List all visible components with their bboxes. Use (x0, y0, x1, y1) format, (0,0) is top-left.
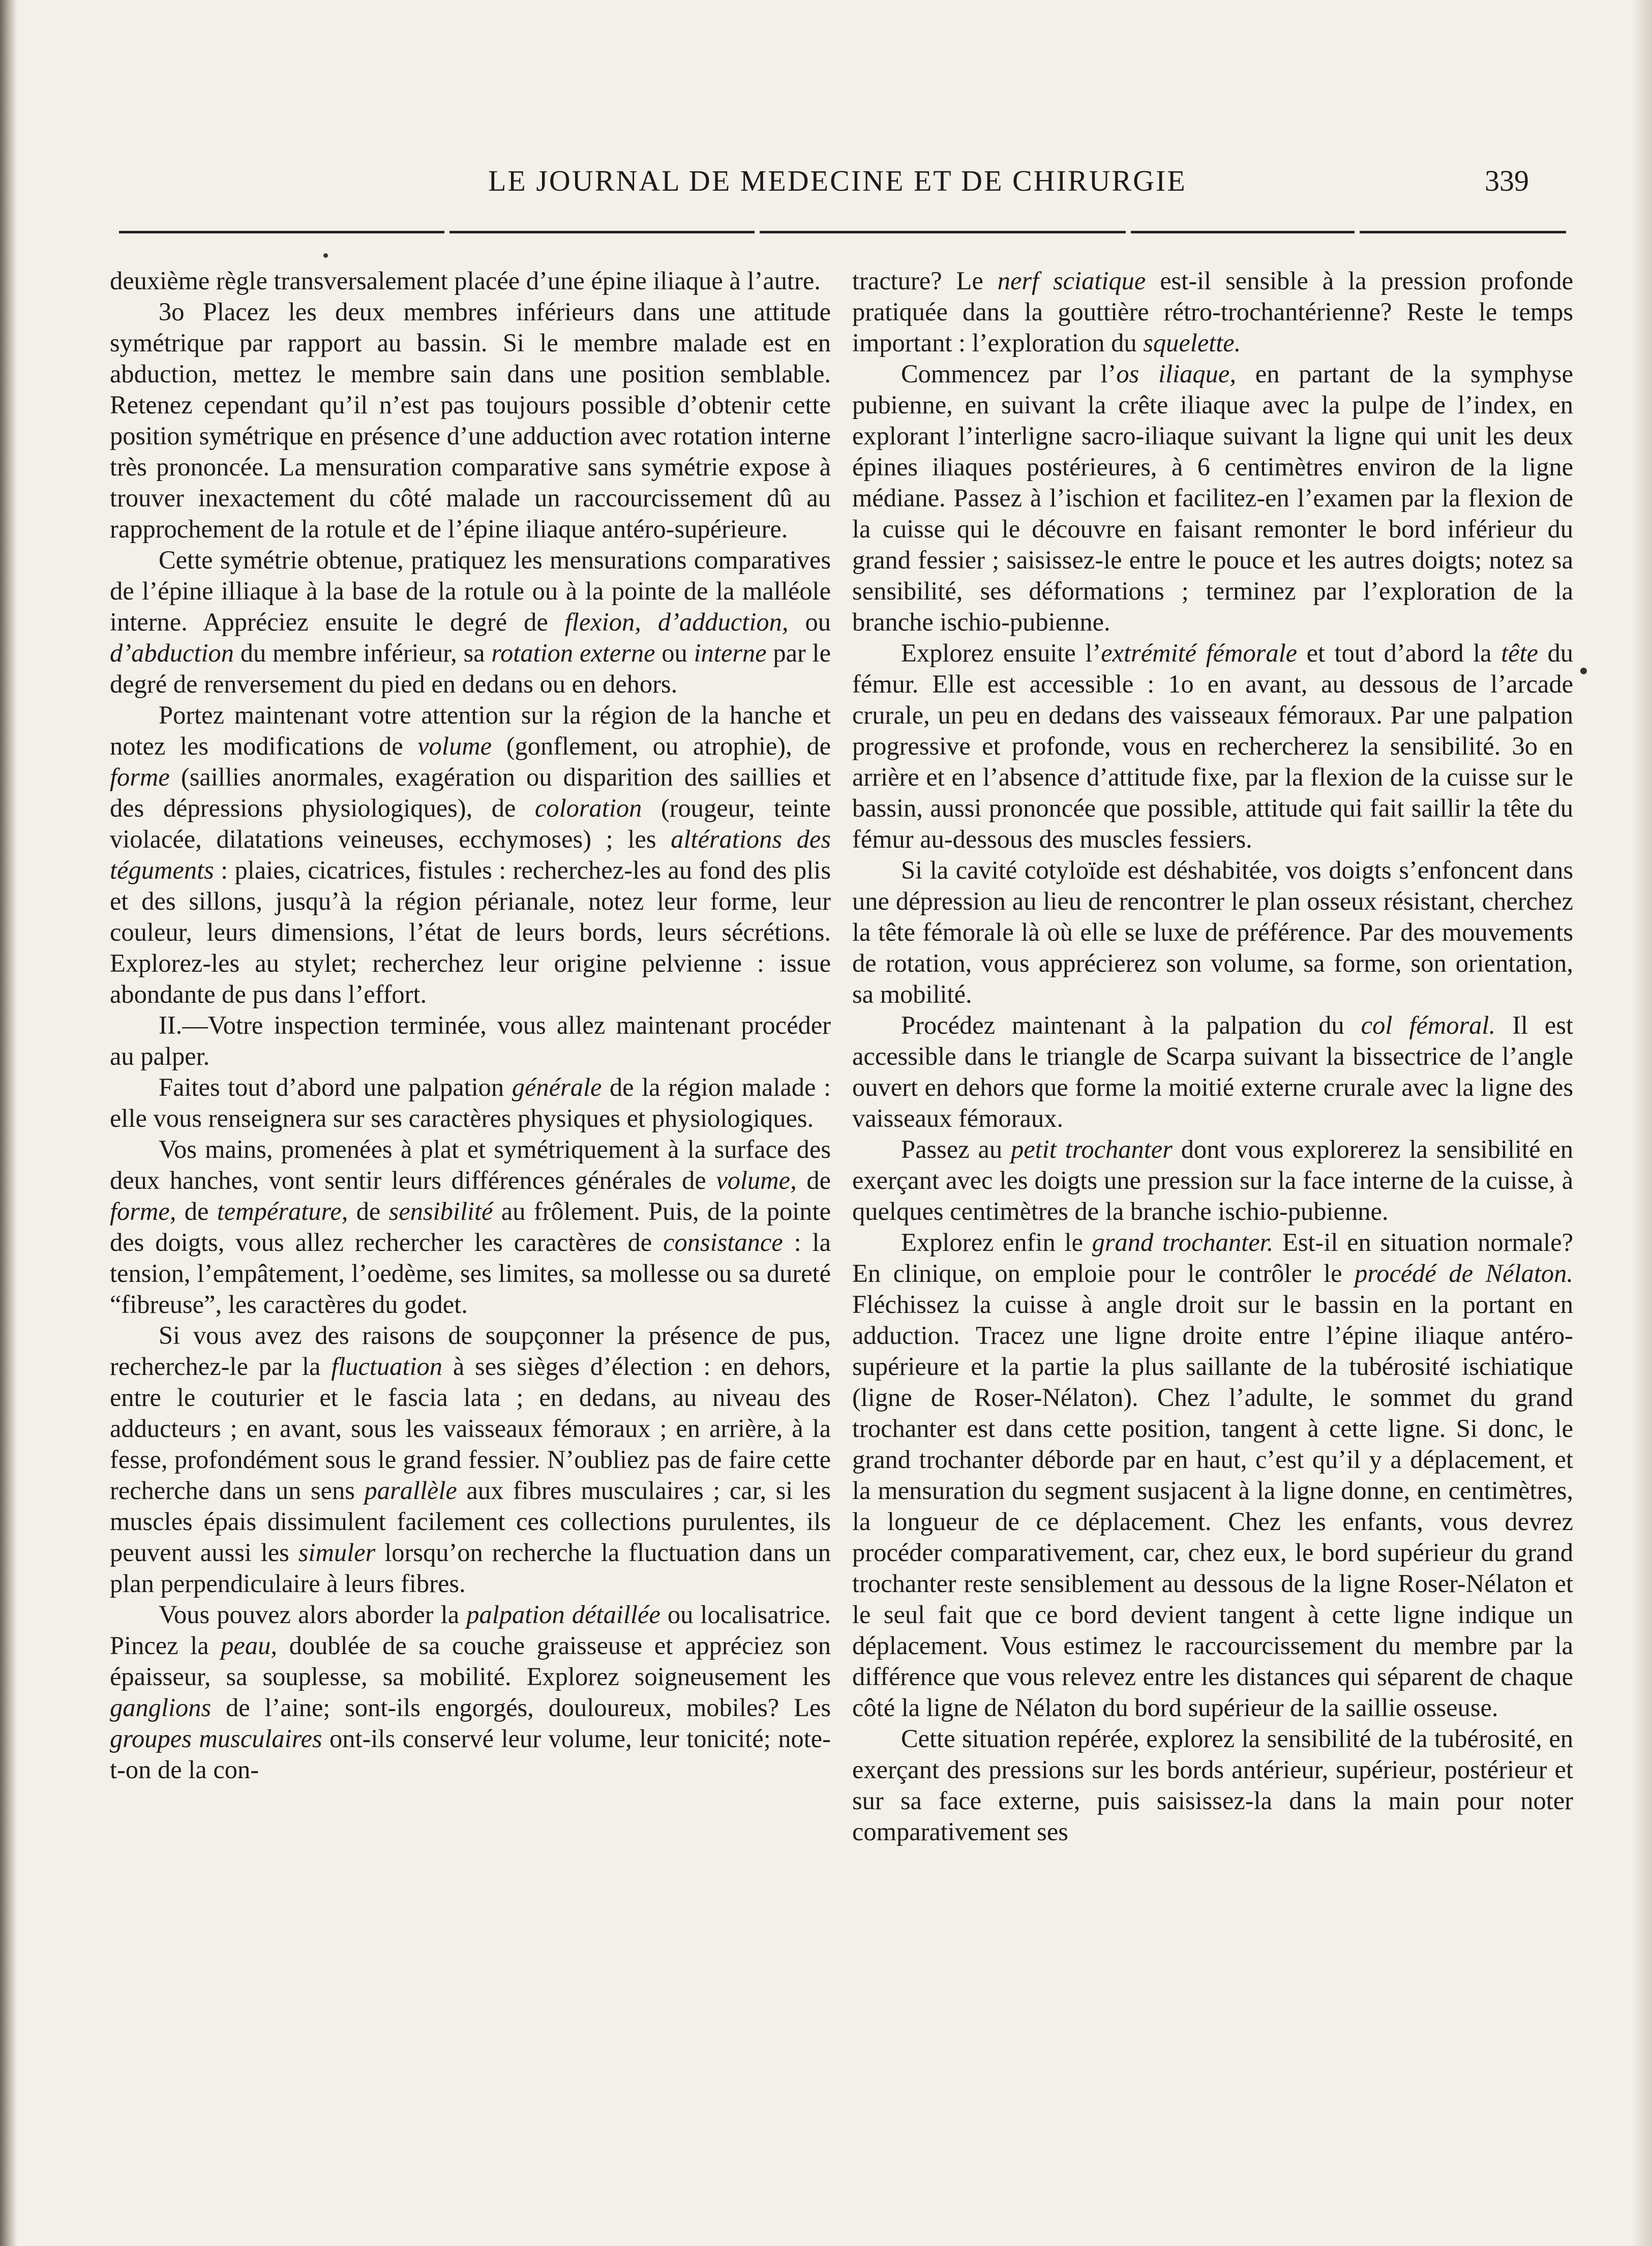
scanned-page-right-edge (1632, 0, 1652, 2246)
paragraph: Cette situation repérée, explorez la sensibilité de la tubérosité, en exerçant des pressions sur les bords antérieur, supérieur, postérieur et sur sa face externe, puis saisissez-la dans la main pour noter comparativement ses (852, 1724, 1573, 1846)
header-rule-segment (449, 231, 755, 233)
paragraph: Explorez enfin le grand trochanter. Est-il en situation normale? En clinique, on emploie pour le contrôler le procédé de Nélaton. Fléchissez la cuisse à angle droit sur le bassin en la portant en adduction. Tracez une ligne droite entre l’épine iliaque antéro-supérieure et la partie la plus saillante de la tubérosité ischiatique (ligne de Roser-Nélaton). Chez l’adulte, le sommet du grand trochanter est dans cette position, tangent à cette ligne. Si donc, le grand trochanter déborde par en haut, c’est qu’il y a déplacement, et la mensuration du segment susjacent à la ligne donne, en centimètres, la longueur de ce déplacement. Chez les enfants, vous devrez procéder comparativement, car, chez eux, le bord supérieur du grand trochanter reste sensiblement au dessous de la ligne Roser-Nélaton et le seul fait que ce bord devient tangent à cette ligne indique un déplacement. Vous estimez le raccourcissement du membre par la différence que vous relevez entre les distances qui séparent de chaque côté la ligne de Nélaton du bord supérieur de la saillie osseuse. (852, 1228, 1573, 1722)
paragraph: Vos mains, promenées à plat et symétriquement à la surface des deux hanches, vont sentir leurs différences générales de volume, de forme, de température, de sensibilité au frôlement. Puis, de la pointe des doigts, vous allez rechercher les caractères de consistance : la tension, l’empâtement, l’oedème, ses limites, sa mollesse ou sa dureté “fibreuse”, les caractères du godet. (110, 1135, 831, 1319)
paragraph: Portez maintenant votre attention sur la région de la hanche et notez les modifications de volume (gonflement, ou atrophie), de forme (saillies anormales, exagération ou disparition des saillies et des dépressions physiologiques), de coloration (rougeur, teinte violacée, dilatations veineuses, ecchymoses) ; les altérations des téguments : plaies, cicatrices, fistules : recherchez-les au fond des plis et des sillons, jusqu’à la région périanale, notez leur forme, leur couleur, leurs dimensions, l’état de leurs bords, leurs sécrétions. Explorez-les au stylet; recherchez leur origine pelvienne : issue abondante de pus dans l’effort. (110, 701, 831, 1008)
scanned-page-left-edge (0, 0, 17, 2246)
paragraph: Passez au petit trochanter dont vous explorerez la sensibilité en exerçant avec les doigts une pression sur la face interne de la cuisse, à quelques centimètres de la branche ischio-pubienne. (852, 1135, 1573, 1225)
header-rule-segment (1360, 231, 1566, 233)
header-rule-segment (119, 231, 444, 233)
print-speck (323, 253, 328, 258)
page-header (0, 164, 1652, 204)
page-number: 339 (1485, 164, 1529, 197)
paragraph: 3o Placez les deux membres inférieurs dans une attitude symétrique par rapport au bassin. Si le membre malade est en abduction, mettez le membre sain dans une position semblable. Retenez cependant qu’il n’est pas toujours possible d’obtenir cette position symétrique en présence d’une adduction avec rotation interne très prononcée. La mensuration comparative sans symétrie expose à trouver inexactement du côté malade un raccourcissement dû au rapprochement de la rotule et de l’épine iliaque antéro-supérieure. (110, 297, 831, 543)
paragraph: Explorez ensuite l’extrémité fémorale et tout d’abord la tête du fémur. Elle est accessible : 1o en avant, au dessous de l’arcade crurale, un peu en dedans des vaisseaux fémoraux. Par une palpation progressive et profonde, vous en rechercherez la sensibilité. 3o en arrière et en l’absence d’attitude fixe, par la flexion de la cuisse sur le bassin, aussi prononcée que possible, attitude qui fait saillir la tête du fémur au-dessous des muscles fessiers. (852, 639, 1574, 853)
header-rule-segment (1131, 231, 1355, 233)
running-title: LE JOURNAL DE MEDECINE ET DE CHIRURGIE (488, 164, 1187, 197)
paragraph: Si la cavité cotyloïde est déshabitée, vos doigts s’enfoncent dans une dépression au lieu de rencontrer le plan osseux résistant, cherchez la tête fémorale là où elle se luxe de préférence. Par des mouvements de rotation, vous apprécierez son volume, sa forme, son orientation, sa mobilité. (852, 856, 1573, 1008)
paragraph: Vous pouvez alors aborder la palpation détaillée ou localisatrice. Pincez la peau, doublée de sa couche graisseuse et appréciez son épaisseur, sa souplesse, sa mobilité. Explorez soigneusement les ganglions de l’aine; sont-ils engorgés, douloureux, mobiles? Les groupes musculaires ont-ils conservé leur volume, leur tonicité; note-t-on de la con- (110, 1600, 831, 1784)
right-text-column (852, 265, 1573, 1847)
left-text-column (110, 265, 831, 1785)
paragraph: II.—Votre inspection terminée, vous allez maintenant procéder au palper. (110, 1011, 831, 1070)
paragraph: tracture? Le nerf sciatique est-il sensible à la pression profonde pratiquée dans la gouttière rétro-trochantérienne? Reste le temps important : l’exploration du squelette. (852, 266, 1573, 357)
header-rule-segment (760, 231, 1126, 233)
print-speck (1580, 668, 1587, 674)
paragraph: deuxième règle transversalement placée d’une épine iliaque à l’autre. (110, 266, 821, 295)
paragraph: Procédez maintenant à la palpation du col fémoral. Il est accessible dans le triangle de Scarpa suivant la bissectrice de l’angle ouvert en dehors que forme la moitié externe crurale avec la ligne des vaisseaux fémoraux. (852, 1011, 1574, 1132)
paragraph: Si vous avez des raisons de soupçonner la présence de pus, recherchez-le par la fluctuation à ses sièges d’élection : en dehors, entre le couturier et le fascia lata ; en dedans, au niveau des adducteurs ; en avant, sous les vaisseaux fémoraux ; en arrière, à la fesse, profondément sous le grand fessier. N’oubliez pas de faire cette recherche dans un sens parallèle aux fibres musculaires ; car, si les muscles épais dissimulent facilement ces collections purulentes, ils peuvent aussi les simuler lorsqu’on recherche la fluctuation dans un plan perpendiculaire à leurs fibres. (110, 1321, 831, 1598)
paragraph: Cette symétrie obtenue, pratiquez les mensurations comparatives de l’épine illiaque à la base de la rotule ou à la pointe de la malléole interne. Appréciez ensuite le degré de flexion, d’adduction, ou d’abduction du membre inférieur, sa rotation externe ou interne par le degré de renversement du pied en dedans ou en dehors. (110, 546, 831, 698)
paragraph: Faites tout d’abord une palpation générale de la région malade : elle vous renseignera sur ses caractères physiques et physiologiques. (110, 1073, 831, 1132)
paragraph: Commencez par l’os iliaque, en partant de la symphyse pubienne, en suivant la crête iliaque avec la pulpe de l’index, en explorant l’interligne sacro-iliaque suivant la ligne qui unit les deux épines iliaques postérieures, à 6 centimètres environ de la ligne médiane. Passez à l’ischion et facilitez-en l’examen par la flexion de la cuisse qui le découvre en faisant remonter le bord inférieur du grand fessier ; saisissez-le entre le pouce et les autres doigts; notez sa sensibilité, ses déformations ; terminez par l’exploration de la branche ischio-pubienne. (852, 360, 1574, 636)
